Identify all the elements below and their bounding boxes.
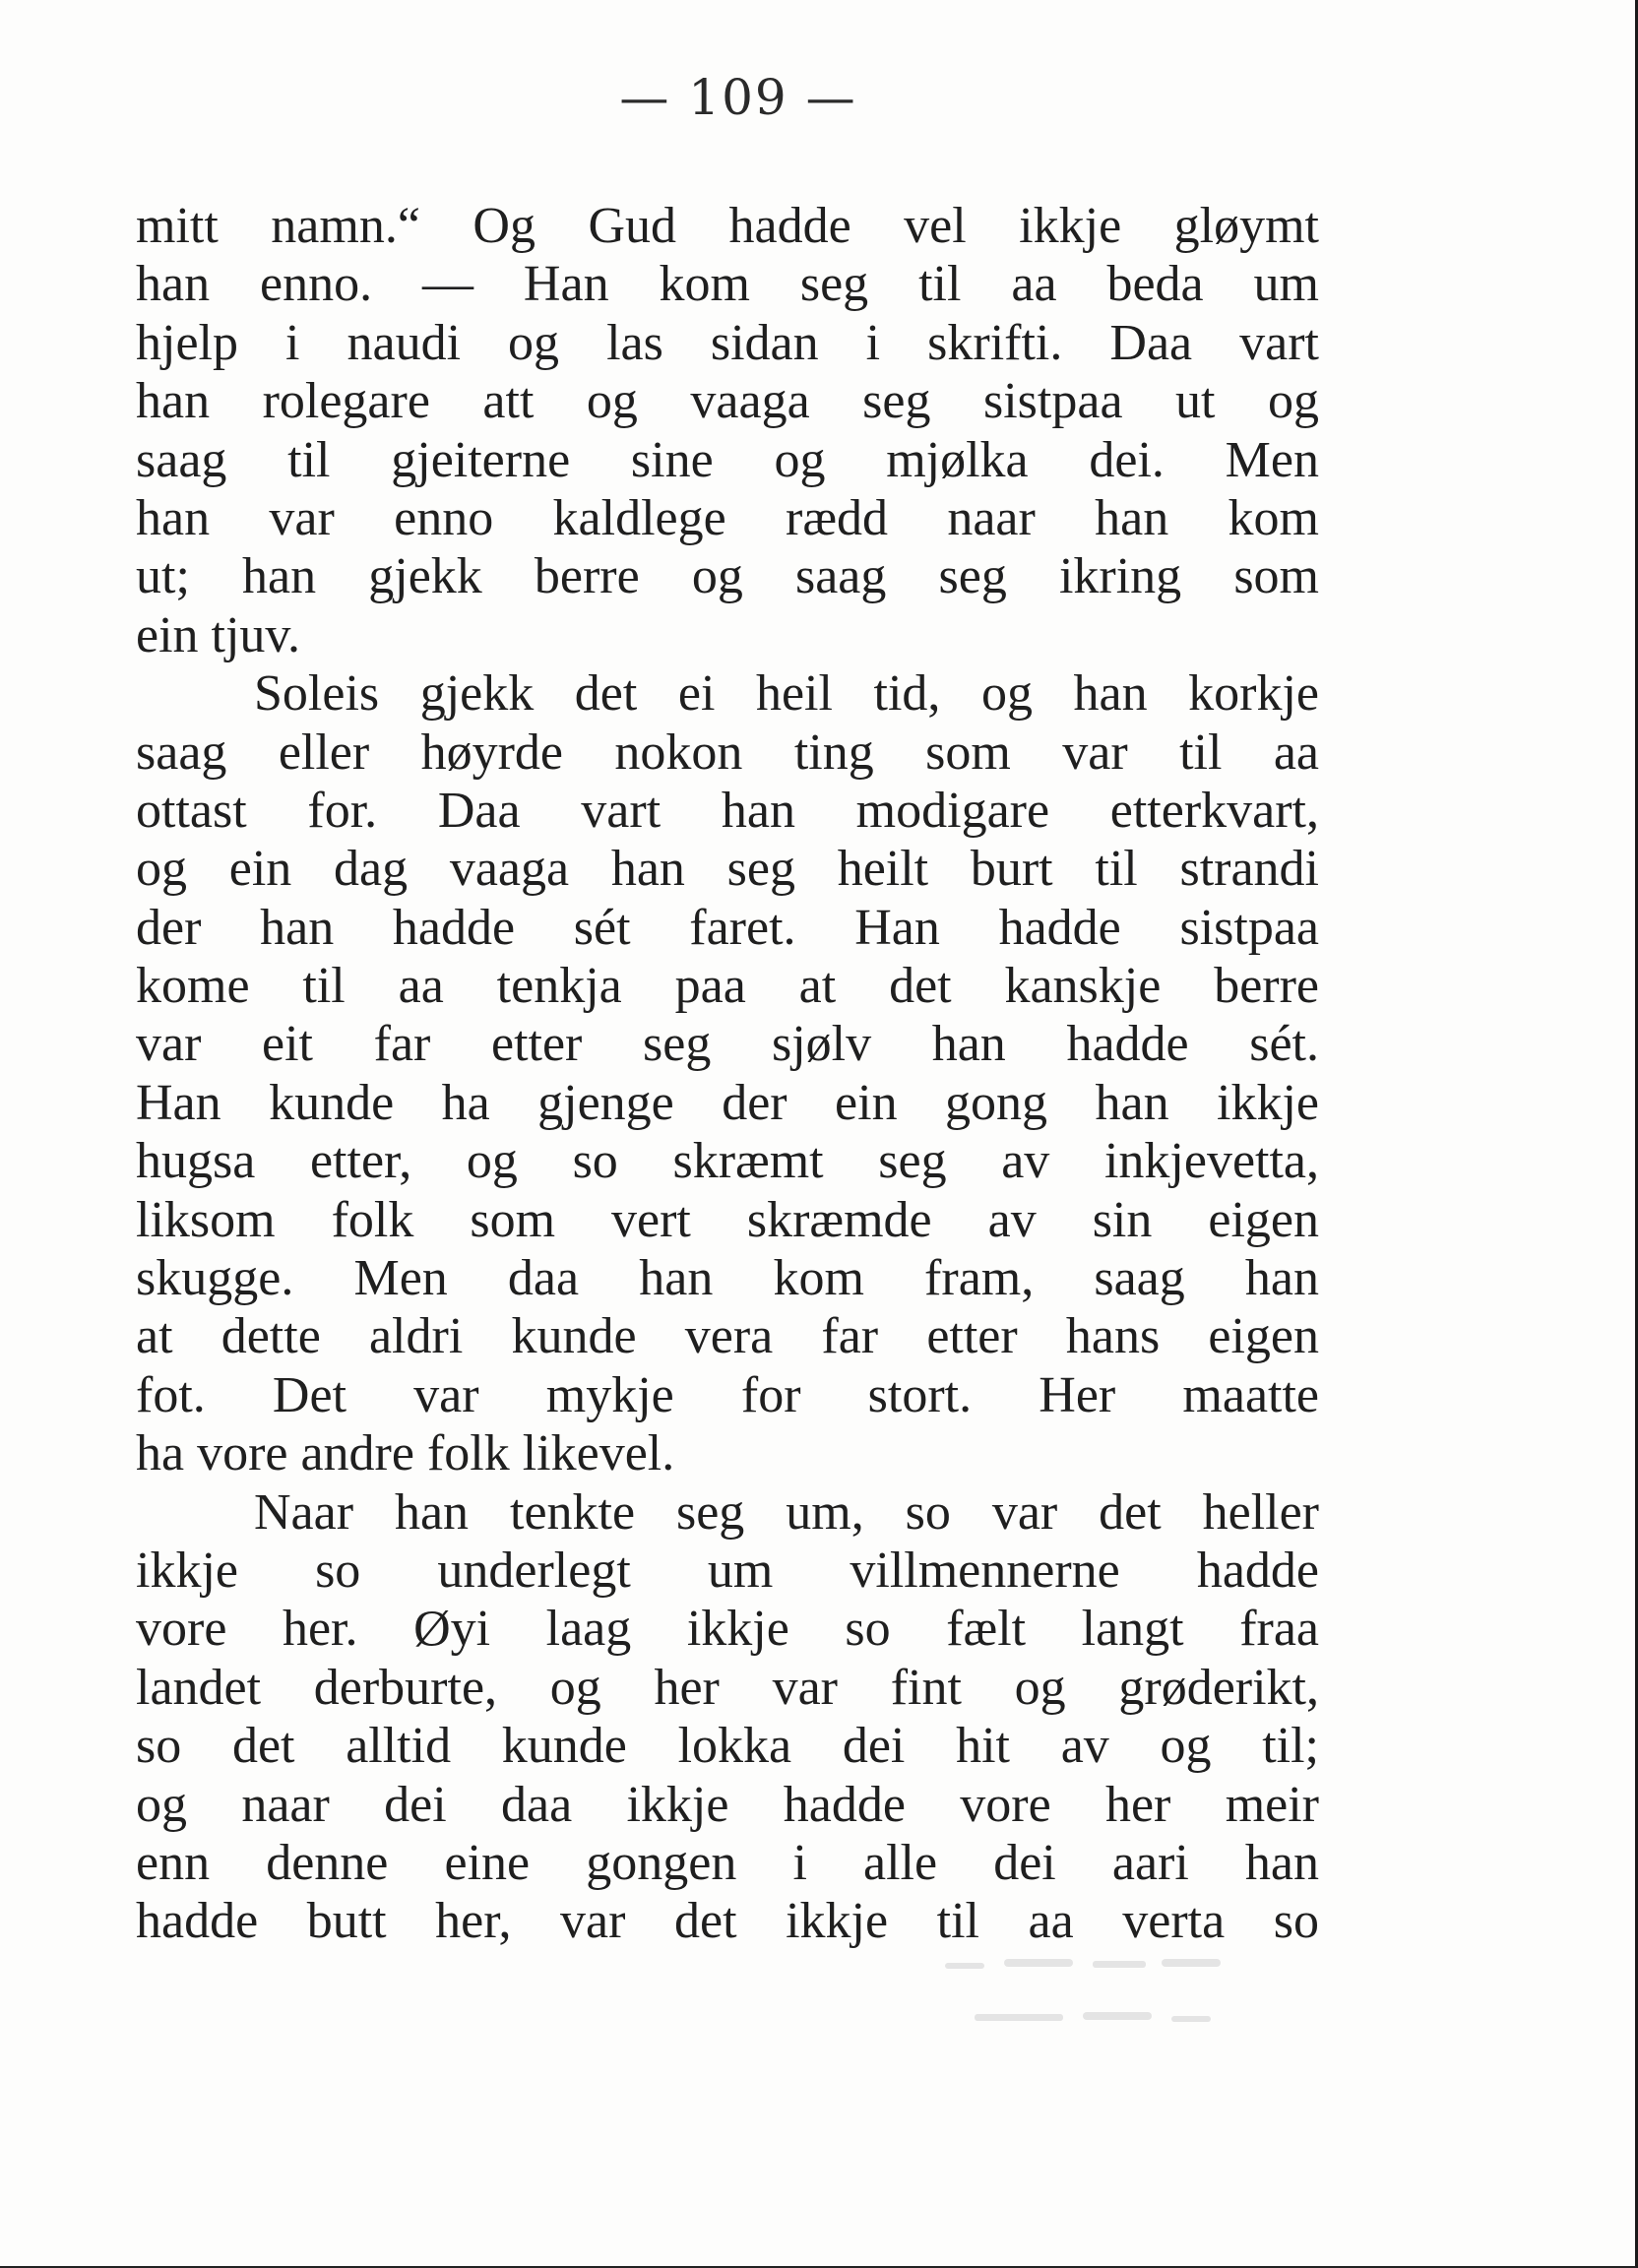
page-number: — 109 —	[619, 69, 857, 126]
text-line: han enno. — Han kom seg til aa beda um	[136, 256, 1319, 313]
text-line: mitt namn.“ Og Gud hadde vel ikkje gløymt	[136, 198, 1319, 254]
text-line: og naar dei daa ikkje hadde vore her meir	[136, 1776, 1319, 1833]
text-line: hugsa etter, og so skræmt seg av inkjevetta,	[136, 1133, 1319, 1190]
body-text	[136, 197, 1319, 1951]
text-line: vore her. Øyi laag ikkje so fælt langt fraa	[136, 1601, 1319, 1658]
text-line: kome til aa tenkja paa at det kanskje berre	[136, 958, 1319, 1015]
text-line: ha vore andre folk likevel.	[136, 1425, 675, 1482]
show-through-smudge	[935, 1949, 1309, 2057]
text-line: ut; han gjekk berre og saag seg ikring som	[136, 548, 1319, 605]
text-line: og ein dag vaaga han seg heilt burt til strandi	[136, 841, 1319, 898]
text-line: enn denne eine gongen i alle dei aari han	[136, 1834, 1319, 1891]
text-line: hadde butt her, var det ikkje til aa verta so	[136, 1893, 1319, 1950]
text-line: der han hadde sét faret. Han hadde sistpaa	[136, 899, 1319, 956]
text-line: hjelp i naudi og las sidan i skrifti. Daa vart	[136, 314, 1319, 371]
text-line: skugge. Men daa han kom fram, saag han	[136, 1250, 1319, 1307]
text-line: saag eller høyrde nokon ting som var til aa	[136, 724, 1319, 781]
text-line: so det alltid kunde lokka dei hit av og til;	[136, 1718, 1319, 1775]
text-line-paragraph-start: Naar han tenkte seg um, so var det heller	[254, 1483, 1319, 1541]
text-line: landet derburte, og her var fint og grøderikt,	[136, 1659, 1319, 1716]
text-line-paragraph-start: Soleis gjekk det ei heil tid, og han korkje	[254, 665, 1319, 723]
text-line: han var enno kaldlege rædd naar han kom	[136, 489, 1319, 546]
text-line: fot. Det var mykje for stort. Her maatte	[136, 1366, 1319, 1423]
text-line: at dette aldri kunde vera far etter hans eigen	[136, 1308, 1319, 1365]
text-line: ottast for. Daa vart han modigare etterkvart,	[136, 782, 1319, 839]
text-line: liksom folk som vert skræmde av sin eigen	[136, 1191, 1319, 1248]
text-line: han rolegare att og vaaga seg sistpaa ut og	[136, 373, 1319, 430]
text-line: saag til gjeiterne sine og mjølka dei. Men	[136, 431, 1319, 488]
text-line: Han kunde ha gjenge der ein gong han ikkje	[136, 1074, 1319, 1131]
text-line: ein tjuv.	[136, 606, 301, 663]
text-line: ikkje so underlegt um villmennerne hadde	[136, 1542, 1319, 1599]
text-line: var eit far etter seg sjølv han hadde sét.	[136, 1016, 1319, 1073]
